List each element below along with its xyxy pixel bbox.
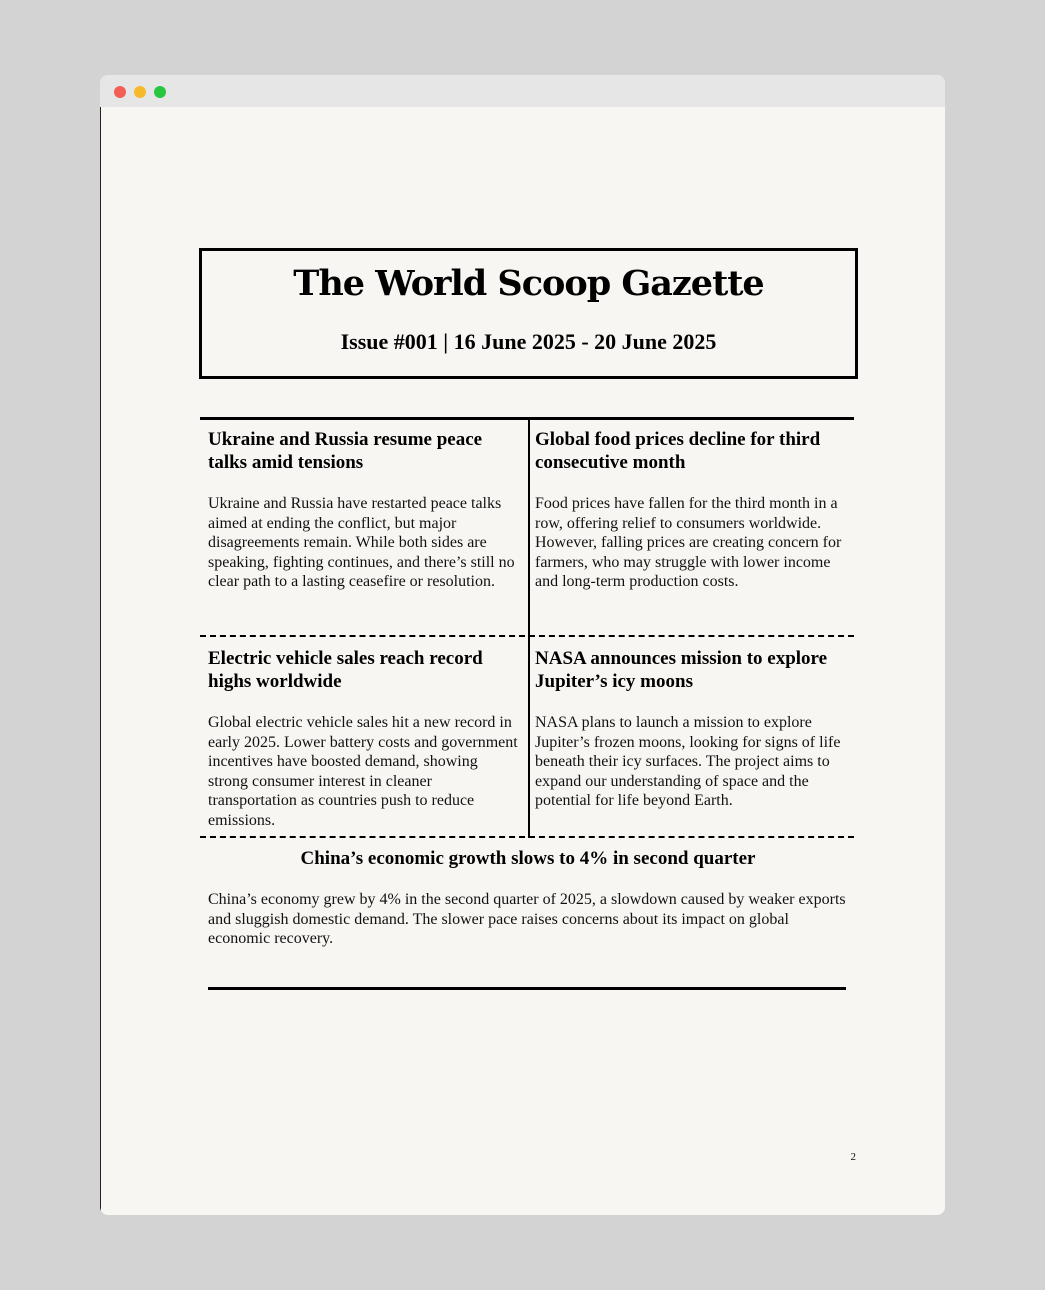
article-ukraine-russia xyxy=(208,428,520,592)
article-china-economy xyxy=(208,847,848,949)
close-window-button[interactable] xyxy=(114,86,126,98)
article-body: Global electric vehicle sales hit a new record in early 2025. Lower battery costs and government incentives have boosted demand, showing strong consumer interest in cleaner transportation as countries push to reduce emissions. xyxy=(208,714,518,829)
newspaper-title: The World Scoop Gazette xyxy=(293,263,764,304)
window-titlebar xyxy=(100,75,945,107)
grid-bottom-divider xyxy=(200,836,854,838)
article-body: NASA plans to launch a mission to explore Jupiter’s frozen moons, looking for signs of life beneath their icy surfaces. The project aims to expand our understanding of space and the potential for life beyond Earth. xyxy=(535,714,841,809)
article-headline: Ukraine and Russia resume peace talks amid tensions xyxy=(208,429,483,473)
article-electric-vehicles xyxy=(208,647,520,830)
document-window xyxy=(100,75,945,1215)
bottom-rule xyxy=(208,987,846,990)
article-body: Ukraine and Russia have restarted peace talks aimed at ending the conflict, but major disagreements remain. While both sides are speaking, fighting continues, and there’s still no clear path to a lasting ceasefire or resolution. xyxy=(208,495,515,590)
column-divider xyxy=(528,420,530,838)
article-nasa-jupiter xyxy=(535,647,847,811)
article-headline: Global food prices decline for third consecutive month xyxy=(535,429,821,473)
issue-info: Issue #001 | 16 June 2025 - 20 June 2025 xyxy=(340,329,717,354)
page-edge-divider xyxy=(100,107,101,1215)
article-headline: NASA announces mission to explore Jupiter’s icy moons xyxy=(535,648,828,692)
grid-top-rule xyxy=(200,417,854,420)
feature-body: China’s economy grew by 4% in the second quarter of 2025, a slowdown caused by weaker exports and sluggish domestic demand. The slower pace raises concerns about its impact on global economic recovery. xyxy=(208,891,846,947)
maximize-window-button[interactable] xyxy=(154,86,166,98)
article-headline: Electric vehicle sales reach record highs worldwide xyxy=(208,648,483,692)
feature-headline: China’s economic growth slows to 4% in second quarter xyxy=(300,848,756,869)
article-body: Food prices have fallen for the third month in a row, offering relief to consumers worldwide. However, falling prices are creating concern for farmers, who may struggle with lower income and long-term production costs. xyxy=(535,495,842,590)
page-number: 2 xyxy=(850,1151,856,1163)
article-food-prices xyxy=(535,428,847,592)
minimize-window-button[interactable] xyxy=(134,86,146,98)
masthead xyxy=(199,248,858,379)
row-divider xyxy=(200,635,854,637)
